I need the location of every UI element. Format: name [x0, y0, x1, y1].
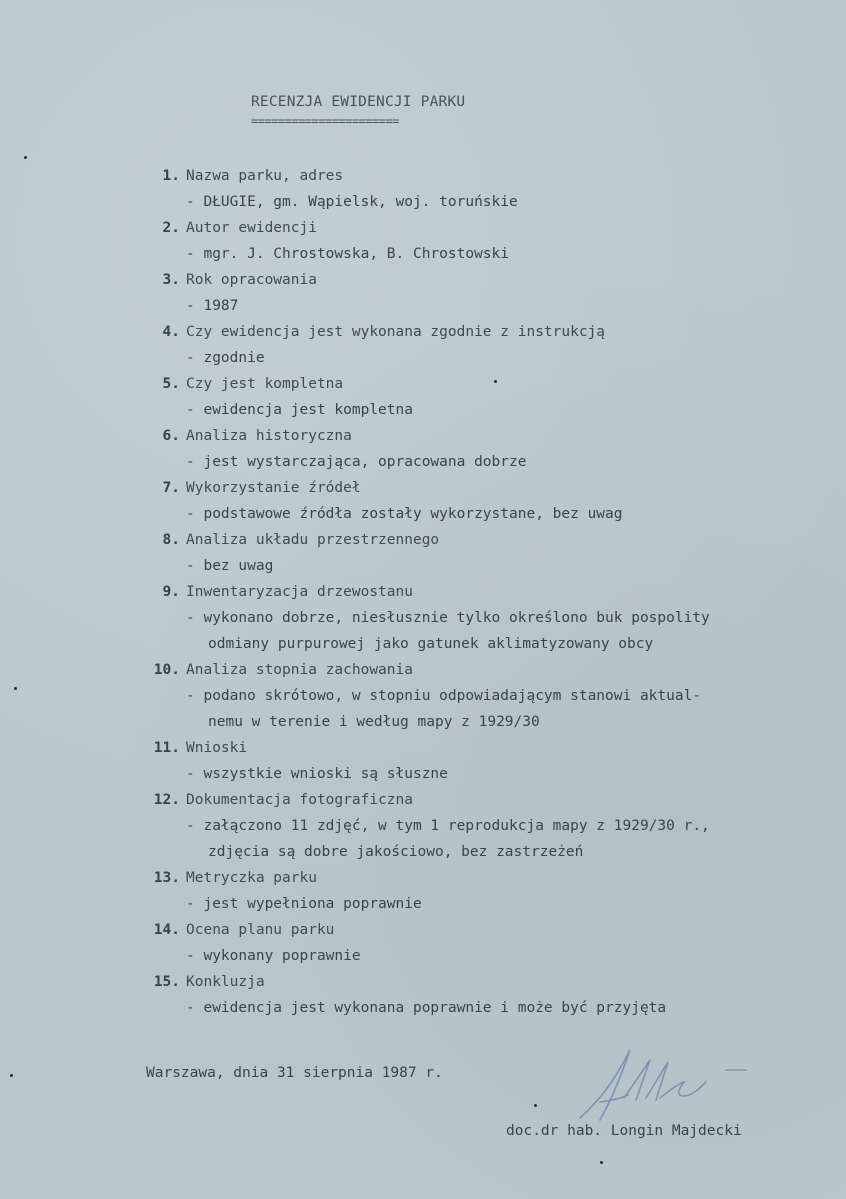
item-number: 5.: [162, 376, 180, 392]
item-answer: - podstawowe źródła zostały wykorzystane, bez uwag: [186, 506, 623, 522]
review-item-question-line: [0, 657, 846, 683]
review-item-question-line: [0, 371, 846, 397]
review-item: [0, 657, 846, 735]
item-answer: - jest wystarczająca, opracowana dobrze: [186, 454, 527, 470]
review-item-answer-line: [0, 397, 846, 423]
review-item: [0, 267, 846, 319]
review-item-question-line: [0, 163, 846, 189]
document-title: RECENZJA EWIDENCJI PARKU: [251, 94, 466, 110]
review-item-question-line: [0, 475, 846, 501]
item-number: 14.: [153, 922, 180, 938]
paper-speck: [14, 687, 17, 690]
review-item-question-line: [0, 527, 846, 553]
review-item-answer-line: [0, 189, 846, 215]
paper-speck: [534, 1104, 537, 1107]
review-item: [0, 319, 846, 371]
review-item-question-line: [0, 267, 846, 293]
review-item-answer-line: [0, 241, 846, 267]
handwritten-signature: [560, 1040, 790, 1130]
item-answer: - bez uwag: [186, 558, 274, 574]
item-answer: - zgodnie: [186, 350, 265, 366]
item-number: 8.: [162, 532, 180, 548]
item-question: Metryczka parku: [186, 870, 317, 886]
item-question: Ocena planu parku: [186, 922, 335, 938]
item-answer: odmiany purpurowej jako gatunek aklimatyzowany obcy: [208, 636, 654, 652]
item-question: Analiza układu przestrzennego: [186, 532, 440, 548]
review-item-question-line: [0, 423, 846, 449]
item-question: Wykorzystanie źródeł: [186, 480, 361, 496]
signer-name: doc.dr hab. Longin Majdecki: [506, 1123, 742, 1139]
item-answer: - wszystkie wnioski są słuszne: [186, 766, 448, 782]
review-item: [0, 865, 846, 917]
review-item-answer-line: [0, 605, 846, 631]
review-item-question-line: [0, 319, 846, 345]
review-item: [0, 527, 846, 579]
item-answer: - DŁUGIE, gm. Wąpielsk, woj. toruńskie: [186, 194, 518, 210]
review-item-answer-line: [0, 839, 846, 865]
item-number: 7.: [162, 480, 180, 496]
review-item-answer-line: [0, 631, 846, 657]
review-item-answer-line: [0, 293, 846, 319]
review-item: [0, 579, 846, 657]
item-number: 11.: [153, 740, 180, 756]
title-underline: ======================: [251, 114, 399, 128]
review-item-answer-line: [0, 813, 846, 839]
review-item-answer-line: [0, 761, 846, 787]
review-item: [0, 371, 846, 423]
review-item-answer-line: [0, 709, 846, 735]
review-item-answer-line: [0, 501, 846, 527]
review-item-answer-line: [0, 891, 846, 917]
review-item: [0, 969, 846, 1021]
review-item: [0, 917, 846, 969]
item-answer: - załączono 11 zdjęć, w tym 1 reprodukcja mapy z 1929/30 r.,: [186, 818, 710, 834]
item-answer: - 1987: [186, 298, 239, 314]
item-number: 6.: [162, 428, 180, 444]
item-number: 1.: [162, 168, 180, 184]
review-item: [0, 163, 846, 215]
item-answer: zdjęcia są dobre jakościowo, bez zastrzeżeń: [208, 844, 584, 860]
item-answer: - jest wypełniona poprawnie: [186, 896, 422, 912]
paper-speck: [600, 1161, 603, 1164]
item-answer: - ewidencja jest kompletna: [186, 402, 413, 418]
item-number: 3.: [162, 272, 180, 288]
paper-speck: [24, 156, 27, 159]
item-number: 15.: [153, 974, 180, 990]
review-item-question-line: [0, 787, 846, 813]
review-item-question-line: [0, 735, 846, 761]
review-item: [0, 423, 846, 475]
item-question: Analiza historyczna: [186, 428, 352, 444]
item-answer: - mgr. J. Chrostowska, B. Chrostowski: [186, 246, 510, 262]
item-question: Analiza stopnia zachowania: [186, 662, 413, 678]
item-answer: - wykonano dobrze, niesłusznie tylko określono buk pospolity: [186, 610, 710, 626]
item-answer: nemu w terenie i według mapy z 1929/30: [208, 714, 540, 730]
item-question: Wnioski: [186, 740, 248, 756]
item-number: 12.: [153, 792, 180, 808]
item-number: 4.: [162, 324, 180, 340]
review-item-question-line: [0, 865, 846, 891]
item-question: Inwentaryzacja drzewostanu: [186, 584, 413, 600]
item-question: Autor ewidencji: [186, 220, 317, 236]
item-question: Konkluzja: [186, 974, 265, 990]
review-item-answer-line: [0, 683, 846, 709]
paper-speck: [494, 380, 497, 383]
review-item: [0, 787, 846, 865]
review-item-question-line: [0, 215, 846, 241]
item-number: 10.: [153, 662, 180, 678]
item-question: Nazwa parku, adres: [186, 168, 344, 184]
item-question: Czy jest kompletna: [186, 376, 344, 392]
paper-speck: [10, 1074, 13, 1077]
review-item-answer-line: [0, 943, 846, 969]
item-number: 9.: [162, 584, 180, 600]
review-item-answer-line: [0, 553, 846, 579]
review-item-question-line: [0, 579, 846, 605]
item-number: 13.: [153, 870, 180, 886]
item-question: Dokumentacja fotograficzna: [186, 792, 413, 808]
item-number: 2.: [162, 220, 180, 236]
item-answer: - wykonany poprawnie: [186, 948, 361, 964]
review-item: [0, 215, 846, 267]
review-item-question-line: [0, 917, 846, 943]
review-item: [0, 735, 846, 787]
review-item-answer-line: [0, 995, 846, 1021]
review-item-question-line: [0, 969, 846, 995]
review-item: [0, 475, 846, 527]
item-answer: - podano skrótowo, w stopniu odpowiadającym stanowi aktual-: [186, 688, 702, 704]
item-question: Rok opracowania: [186, 272, 317, 288]
review-item-answer-line: [0, 449, 846, 475]
item-answer: - ewidencja jest wykonana poprawnie i może być przyjęta: [186, 1000, 667, 1016]
item-question: Czy ewidencja jest wykonana zgodnie z instrukcją: [186, 324, 606, 340]
place-and-date: Warszawa, dnia 31 sierpnia 1987 r.: [146, 1065, 443, 1081]
review-items-list: [0, 163, 846, 1021]
review-item-answer-line: [0, 345, 846, 371]
